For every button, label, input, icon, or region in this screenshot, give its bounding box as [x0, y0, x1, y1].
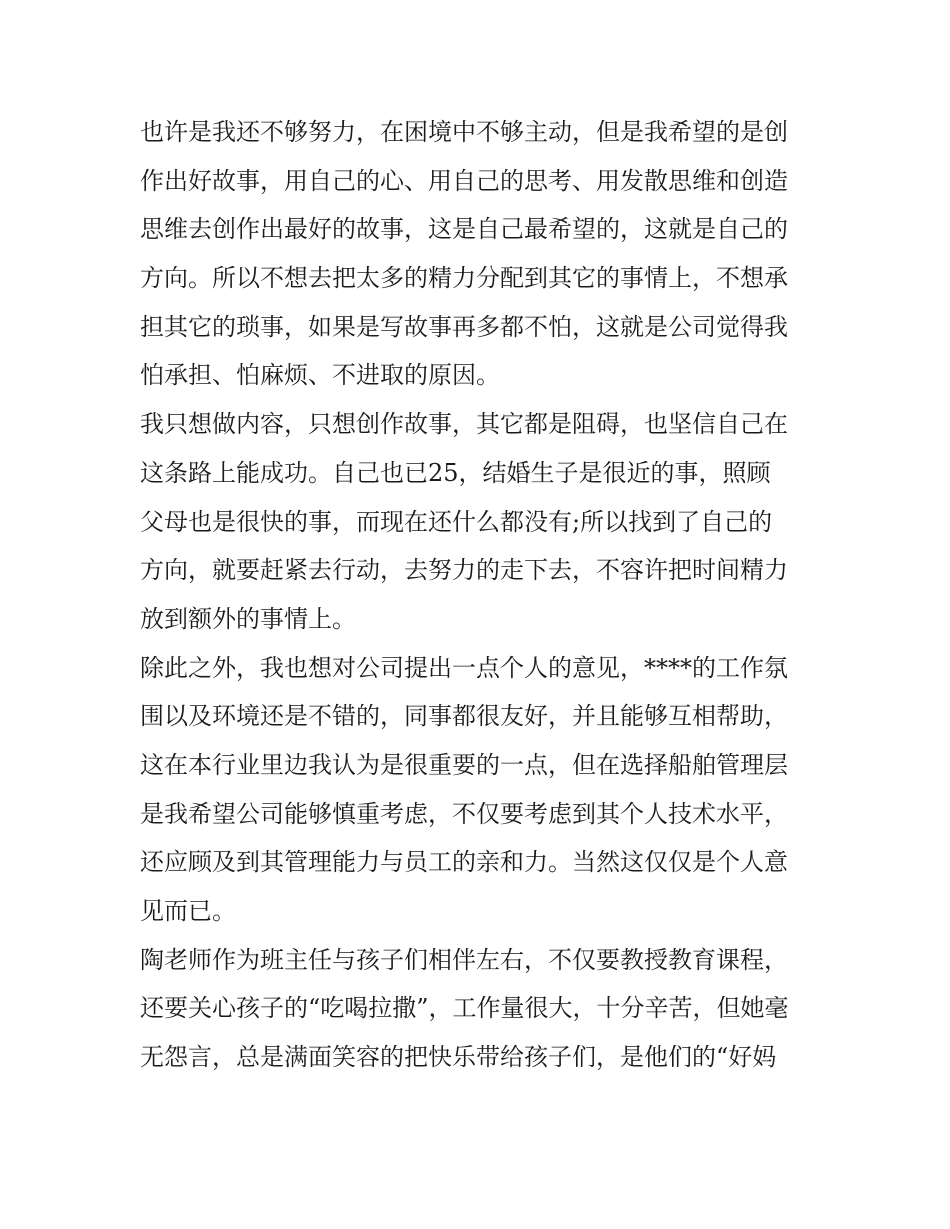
text-line: 围以及环境还是不错的，同事都很友好，并且能够互相帮助， [140, 702, 788, 731]
text-line: 方向，就要赶紧去行动，去努力的走下去，不容许把时间精力 [140, 556, 788, 585]
text-line: 也许是我还不够努力，在困境中不够主动，但是我希望的是创 [140, 118, 788, 146]
text-line: 担其它的琐事，如果是写故事再多都不怕，这就是公司觉得我 [140, 312, 788, 341]
text-line: 见而已。 [140, 897, 236, 925]
text-line: 还应顾及到其管理能力与员工的亲和力。当然这仅仅是个人意 [140, 848, 788, 877]
text-line: 作出好故事，用自己的心、用自己的思考、用发散思维和创造 [140, 166, 788, 195]
text-line: 除此之外，我也想对公司提出一点个人的意见，****的工作氛 [140, 653, 788, 682]
text-line: 我只想做内容，只想创作故事，其它都是阻碍，也坚信自己在 [140, 410, 788, 439]
text-line: 是我希望公司能够慎重考虑，不仅要考虑到其个人技术水平， [140, 799, 788, 828]
text-line: 无怨言，总是满面笑容的把快乐带给孩子们，是他们的“好妈 [140, 1043, 777, 1072]
text-line: 还要关心孩子的“吃喝拉撒”，工作量很大，十分辛苦，但她毫 [140, 994, 789, 1023]
text-line: 这条路上能成功。自己也已25，结婚生子是很近的事，照顾 [140, 458, 771, 487]
text-line: 父母也是很快的事，而现在还什么都没有;所以找到了自己的 [140, 507, 773, 536]
body-text [140, 108, 830, 1082]
text-line: 陶老师作为班主任与孩子们相伴左右，不仅要教授教育课程， [140, 945, 788, 974]
text-line: 思维去创作出最好的故事，这是自己最希望的，这就是自己的 [140, 215, 788, 244]
text-line: 怕承担、怕麻烦、不进取的原因。 [140, 361, 500, 390]
text-line: 方向。所以不想去把太多的精力分配到其它的事情上，不想承 [140, 264, 788, 293]
text-line: 放到额外的事情上。 [140, 604, 356, 633]
text-line: 这在本行业里边我认为是很重要的一点，但在选择船舶管理层 [140, 750, 788, 779]
